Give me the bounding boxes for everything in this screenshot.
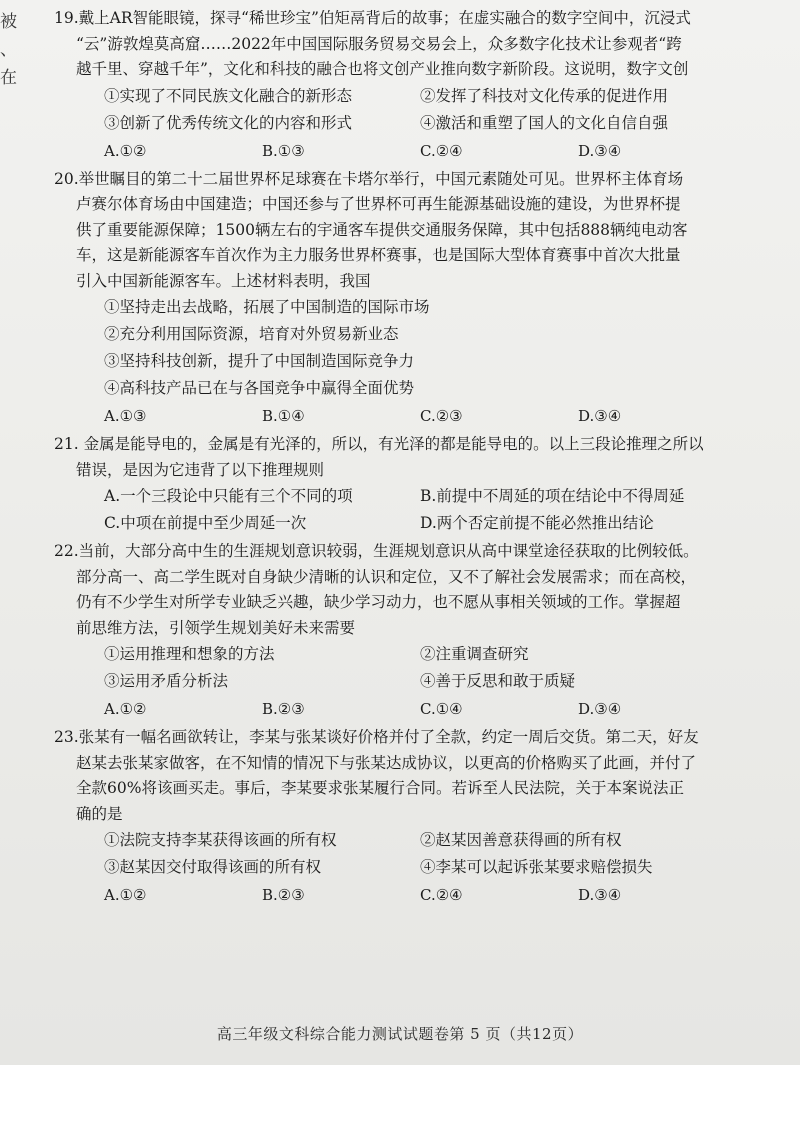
answer-choices xyxy=(104,881,736,909)
stem-line: 越千里、穿越千年”，文化和科技的融合也将文创产业推向数字新阶段。这说明，数字文创 xyxy=(76,60,689,78)
choice-b: B.②③ xyxy=(262,700,305,718)
answer-choices xyxy=(104,402,736,430)
choice-d: D.两个否定前提不能必然推出结论 xyxy=(420,514,654,532)
choice-a: A.①② xyxy=(104,700,147,718)
answer-choices xyxy=(104,695,736,723)
question-19 xyxy=(54,6,736,165)
stem-line: 20.举世瞩目的第二十二届世界杯足球赛在卡塔尔举行，中国元素随处可见。世界杯主体育场 xyxy=(54,169,684,188)
choice-a: A.一个三段论中只能有三个不同的项 xyxy=(104,487,353,505)
stem-line: 全款60%将该画买走。事后，李某要求张某履行合同。若诉至人民法院，关于本案说法正 xyxy=(76,779,684,797)
question-21 xyxy=(54,432,736,537)
choice-d: D.③④ xyxy=(578,886,622,904)
choice-d: D.③④ xyxy=(578,407,622,425)
stem-line: 21. 金属是能导电的，金属是有光泽的，所以，有光泽的都是能导电的。以上三段论推理之所以 xyxy=(54,435,704,453)
stem-line: 确的是 xyxy=(76,804,123,823)
choice-c: C.②④ xyxy=(420,886,463,904)
choice-b: B.①③ xyxy=(262,141,305,160)
margin-char: 在 xyxy=(0,68,17,88)
option: ②发挥了科技对文化传承的促进作用 xyxy=(420,86,669,105)
stem-line: “云”游敦煌莫高窟……2022年中国国际服务贸易交易会上，众多数字化技术让参观者“跨 xyxy=(76,34,682,53)
option-group xyxy=(104,641,736,695)
stem-line: 部分高一、高二学生既对自身缺少清晰的认识和定位，又不了解社会发展需求；而在高校， xyxy=(76,567,697,586)
question-stem xyxy=(54,167,736,295)
question-stem xyxy=(54,432,736,483)
option: ④高科技产品已在与各国竞争中赢得全面优势 xyxy=(104,379,415,397)
option-group xyxy=(104,483,736,537)
stem-line: 赵某去张某家做客，在不知情的情况下与张某达成协议，以更高的价格购买了此画，并付了 xyxy=(76,753,697,772)
option: ①实现了不同民族文化融合的新形态 xyxy=(104,86,353,105)
stem-line: 车，这是新能源客车首次作为主力服务世界杯赛事，也是国际大型体育赛事中首次大批量 xyxy=(76,246,681,264)
answer-choices xyxy=(104,137,736,165)
stem-line: 仍有不少学生对所学专业缺乏兴趣，缺少学习动力，也不愿从事相关领域的工作。掌握超 xyxy=(76,593,681,611)
choice-b: B.前提中不周延的项在结论中不得周延 xyxy=(420,487,685,505)
stem-line: 19.戴上AR智能眼镜，探寻“稀世珍宝”伯矩鬲背后的故事；在虚实融合的数字空间中，沉浸式 xyxy=(54,9,691,27)
option: ②充分利用国际资源，培育对外贸易新业态 xyxy=(104,325,399,343)
choice-c: C.中项在前提中至少周延一次 xyxy=(104,514,307,532)
choice-c: C.②④ xyxy=(420,141,463,160)
margin-char: 被 xyxy=(0,12,17,32)
choice-a: A.①② xyxy=(104,886,147,904)
question-23 xyxy=(54,725,736,909)
option: ③坚持科技创新，提升了中国制造国际竞争力 xyxy=(104,352,415,370)
question-stem xyxy=(54,6,736,83)
question-20 xyxy=(54,167,736,431)
choice-c: C.②③ xyxy=(420,407,463,425)
option: ①坚持走出去战略，拓展了中国制造的国际市场 xyxy=(104,298,430,316)
stem-line: 错误，是因为它违背了以下推理规则 xyxy=(76,460,325,479)
margin-char: 、 xyxy=(0,40,17,60)
option: ④李某可以起诉张某要求赔偿损失 xyxy=(420,858,653,876)
stem-line: 23.张某有一幅名画欲转让，李某与张某谈好价格并付了全款，约定一周后交货。第二天，好友 xyxy=(54,728,699,746)
choice-a: A.①③ xyxy=(104,407,147,425)
question-22 xyxy=(54,539,736,723)
option: ②赵某因善意获得画的所有权 xyxy=(420,831,622,849)
stem-line: 22.当前，大部分高中生的生涯规划意识较弱，生涯规划意识从高中课堂途径获取的比例较低。 xyxy=(54,542,699,560)
choice-d: D.③④ xyxy=(578,700,622,718)
blank-area xyxy=(0,1065,800,1132)
option: ①法院支持李某获得该画的所有权 xyxy=(104,831,337,849)
choice-a: A.①② xyxy=(104,141,147,160)
choice-b: B.①④ xyxy=(262,407,305,425)
option-group xyxy=(104,827,736,881)
option: ③创新了优秀传统文化的内容和形式 xyxy=(104,113,353,132)
option: ④激活和重塑了国人的文化自信自强 xyxy=(420,113,669,132)
question-list xyxy=(54,6,736,909)
option-group xyxy=(104,83,736,137)
choice-c: C.①④ xyxy=(420,700,463,718)
option: ③运用矛盾分析法 xyxy=(104,672,229,690)
option: ③赵某因交付取得该画的所有权 xyxy=(104,858,322,876)
stem-line: 引入中国新能源客车。上述材料表明，我国 xyxy=(76,271,371,290)
option: ④善于反思和敢于质疑 xyxy=(420,672,576,690)
choice-b: B.②③ xyxy=(262,886,305,904)
stem-line: 前思维方法，引领学生规划美好未来需要 xyxy=(76,618,356,637)
question-stem xyxy=(54,725,736,827)
option: ②注重调查研究 xyxy=(420,645,529,663)
stem-line: 供了重要能源保障；1500辆左右的宇通客车提供交通服务保障，其中包括888辆纯电动客 xyxy=(76,220,688,239)
question-stem xyxy=(54,539,736,641)
page-footer: 高三年级文科综合能力测试试题卷第 5 页（共12页） xyxy=(216,1025,584,1043)
choice-d: D.③④ xyxy=(578,141,622,160)
left-margin-text xyxy=(0,8,17,92)
option: ①运用推理和想象的方法 xyxy=(104,645,275,663)
stem-line: 卢赛尔体育场由中国建造；中国还参与了世界杯可再生能源基础设施的建设，为世界杯提 xyxy=(76,195,681,213)
